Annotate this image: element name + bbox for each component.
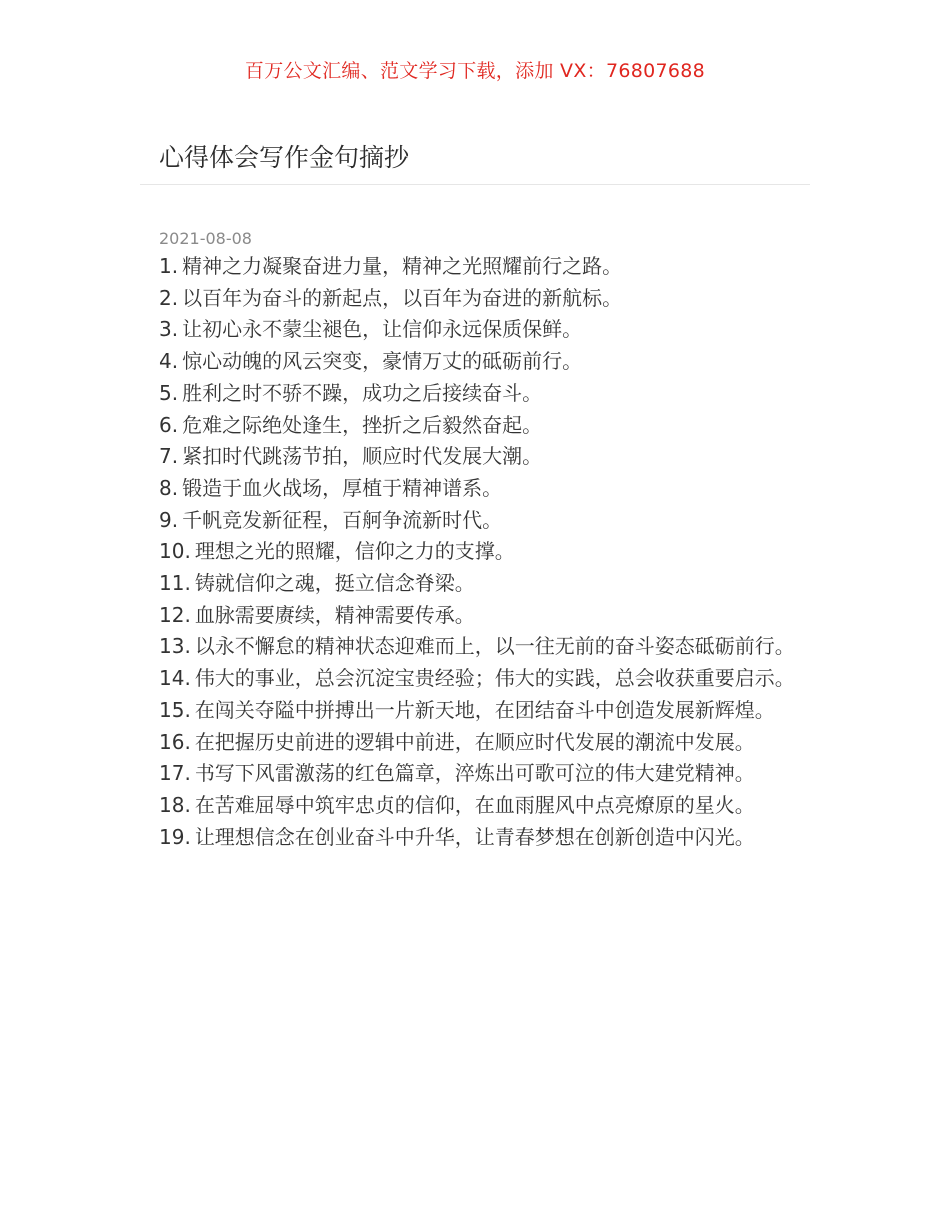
quote-text: 胜利之时不骄不躁，成功之后接续奋斗。 (182, 380, 543, 405)
quote-text: 锻造于血火战场，厚植于精神谱系。 (182, 475, 503, 500)
quote-number: 14. (159, 666, 191, 691)
quote-text: 以百年为奋斗的新起点，以百年为奋进的新航标。 (182, 285, 623, 310)
quote-item (159, 663, 795, 695)
title-divider (140, 184, 810, 185)
quote-number: 2. (159, 285, 179, 310)
quote-item (159, 790, 795, 822)
quote-number: 1. (159, 254, 179, 278)
quote-item (159, 822, 795, 854)
quote-number: 15. (159, 697, 191, 722)
quote-text: 伟大的事业，总会沉淀宝贵经验；伟大的实践，总会收获重要启示。 (194, 666, 795, 691)
quote-number: 11. (159, 571, 191, 596)
quote-number: 9. (159, 507, 179, 532)
quote-item (159, 631, 795, 663)
quote-text: 在把握历史前进的逻辑中前进，在顺应时代发展的潮流中发展。 (194, 729, 755, 754)
quote-text: 惊心动魄的风云突变，豪情万丈的砥砺前行。 (182, 349, 583, 374)
quote-text: 让理想信念在创业奋斗中升华，让青春梦想在创新创造中闪光。 (194, 824, 755, 849)
quote-item (159, 251, 795, 283)
quote-item (159, 410, 795, 442)
quote-number: 4. (159, 349, 179, 374)
quote-text: 危难之际绝处逢生，挫折之后毅然奋起。 (182, 412, 543, 437)
quote-item (159, 283, 795, 315)
article-title: 心得体会写作金句摘抄 (159, 143, 410, 172)
quote-number: 10. (159, 539, 191, 564)
quote-text: 紧扣时代跳荡节拍，顺应时代发展大潮。 (182, 444, 543, 469)
quote-number: 6. (159, 412, 179, 437)
quote-item (159, 314, 795, 346)
quote-text: 理想之光的照耀，信仰之力的支撑。 (194, 539, 515, 564)
quote-text: 在闯关夺隘中拼搏出一片新天地，在团结奋斗中创造发展新辉煌。 (194, 697, 775, 722)
quote-number: 7. (159, 444, 179, 469)
quote-text: 千帆竞发新征程，百舸争流新时代。 (182, 507, 503, 532)
quote-text: 血脉需要赓续，精神需要传承。 (194, 602, 475, 627)
quote-item (159, 378, 795, 410)
quote-item (159, 600, 795, 632)
quote-text: 铸就信仰之魂，挺立信念脊梁。 (194, 571, 475, 596)
quote-item (159, 695, 795, 727)
quote-number: 16. (159, 729, 191, 754)
quote-item (159, 473, 795, 505)
quote-item (159, 568, 795, 600)
quote-number: 12. (159, 602, 191, 627)
quote-text: 让初心永不蒙尘褪色，让信仰永远保质保鲜。 (182, 317, 583, 342)
publish-date: 2021-08-08 (159, 229, 252, 248)
quote-item (159, 505, 795, 537)
quote-number: 19. (159, 824, 191, 849)
quote-text: 在苦难屈辱中筑牢忠贞的信仰，在血雨腥风中点亮燎原的星火。 (194, 792, 755, 817)
quote-item (159, 758, 795, 790)
quote-list (159, 251, 795, 853)
quote-text: 书写下风雷激荡的红色篇章，淬炼出可歌可泣的伟大建党精神。 (194, 761, 755, 786)
quote-item (159, 536, 795, 568)
quote-number: 5. (159, 380, 179, 405)
quote-text: 以永不懈怠的精神状态迎难而上，以一往无前的奋斗姿态砥砺前行。 (194, 634, 795, 659)
quote-number: 13. (159, 634, 191, 659)
quote-number: 3. (159, 317, 179, 342)
quote-item (159, 727, 795, 759)
quote-item (159, 441, 795, 473)
quote-number: 8. (159, 475, 179, 500)
promo-banner: 百万公文汇编、范文学习下载，添加 VX：76807688 (244, 60, 706, 82)
quote-number: 17. (159, 761, 191, 786)
quote-item (159, 346, 795, 378)
quote-number: 18. (159, 792, 191, 817)
quote-text: 精神之力凝聚奋进力量，精神之光照耀前行之路。 (182, 254, 623, 278)
